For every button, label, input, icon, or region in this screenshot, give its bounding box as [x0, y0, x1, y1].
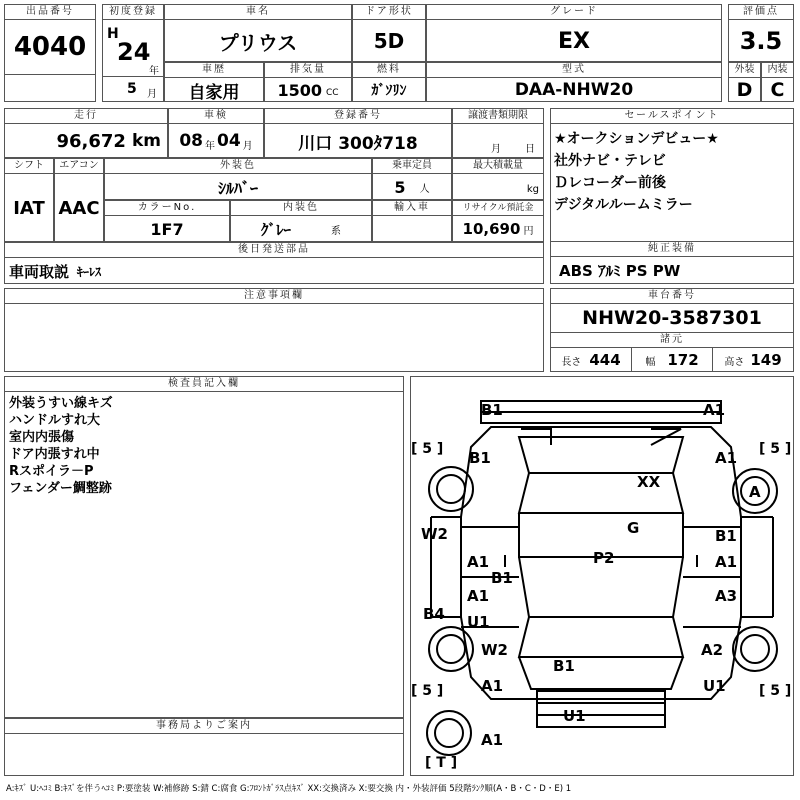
int-color-label: 内装色 — [231, 201, 371, 216]
transfer-month-unit: 月 — [491, 144, 501, 155]
mark-tire-fr: A — [749, 483, 761, 501]
month-unit: 月 — [147, 89, 157, 100]
mileage-label: 走行 — [5, 109, 167, 124]
mark-rear-door-left-a: A1 — [467, 587, 490, 605]
mark-rear-fender-right: A2 — [701, 641, 724, 659]
shift-box — [4, 158, 54, 242]
genuine-equipment: ABS ｱﾙﾐ PS PW — [559, 261, 681, 280]
inspector-label: 検査員記入欄 — [5, 377, 403, 392]
later-parts-value: ｷｰﾚｽ — [77, 264, 102, 279]
color-no: 1F7 — [150, 219, 184, 239]
score: 3.5 — [739, 27, 783, 55]
inspector-note: Rスポイラ－P — [9, 464, 94, 479]
score-label: 評価点 — [729, 5, 793, 20]
length: 444 — [589, 351, 621, 369]
ext-color-box — [104, 158, 372, 200]
damage-diagram — [410, 376, 794, 776]
interior-label: 内装 — [762, 63, 793, 78]
chassis-no: NHW20-3587301 — [551, 304, 793, 333]
capacity-unit: 人 — [419, 183, 430, 195]
dims-label: 諸元 — [551, 333, 793, 348]
mark-spare: A1 — [481, 731, 504, 749]
registration-box — [264, 108, 452, 158]
interior-grade: C — [770, 79, 785, 101]
displacement-box — [264, 62, 352, 102]
aircon-box — [54, 158, 104, 242]
mark-front-left: B1 — [481, 401, 503, 419]
inspector-note: 外装うすい線キズ — [9, 396, 113, 411]
length-label: 長さ — [561, 356, 582, 368]
recycle-label: リサイクル預託金 — [453, 201, 543, 216]
lot-number-box — [4, 4, 96, 102]
car-name-label: 車名 — [165, 5, 351, 20]
inspection-box — [168, 108, 264, 158]
int-color-unit: 系 — [331, 225, 341, 237]
fuel: ｶﾞｿﾘﾝ — [371, 83, 407, 99]
first-reg-label: 初度登録 — [103, 5, 163, 20]
mark-front-door-left-a: A1 — [467, 553, 490, 571]
capacity: 5 — [394, 177, 406, 197]
grade: EX — [558, 28, 590, 54]
mark-front-door-left-w: W2 — [421, 525, 448, 543]
mileage-unit: km — [131, 131, 161, 151]
grade-label: グレード — [427, 5, 721, 20]
first-registration-box — [102, 4, 164, 102]
first-reg-month: 5 — [127, 81, 137, 97]
import-label: 輸入車 — [373, 201, 451, 216]
mark-front-right: A1 — [703, 401, 726, 419]
import-box — [372, 200, 452, 242]
office-label: 事務局よりご案内 — [5, 719, 403, 734]
history-label: 車歴 — [165, 63, 263, 78]
tire-depth-fl-value: 5 — [422, 441, 433, 457]
mark-glass: G — [627, 519, 640, 537]
tire-depth-fl: [ 5 ] — [411, 441, 444, 457]
score-box — [728, 4, 794, 62]
year-unit: 年 — [149, 66, 159, 77]
displacement-label: 排気量 — [265, 63, 351, 78]
mark-center: P2 — [593, 549, 615, 567]
sales-point-item: ★オークションデビュー★ — [554, 131, 719, 147]
inspector-note: ドア内張すれ中 — [9, 447, 100, 462]
mark-rear-left: A1 — [481, 677, 504, 695]
sales-point-item: 社外ナビ・テレビ — [554, 153, 666, 169]
inspector-notes-box — [4, 376, 404, 718]
car-name-box — [164, 4, 352, 62]
spare-tire-value: T — [436, 755, 446, 771]
genuine-label: 純正装備 — [551, 242, 793, 257]
mark-front-door-right-b: B1 — [715, 527, 737, 545]
mark-front-door-right-a: A1 — [715, 553, 738, 571]
mark-rear-door-right: A3 — [715, 587, 738, 605]
history-box — [164, 62, 264, 102]
exterior-label: 外装 — [729, 63, 760, 78]
chassis-box — [550, 288, 794, 372]
transfer-label: 譲渡書類期限 — [453, 109, 543, 124]
displacement-unit: CC — [325, 88, 339, 98]
width-label: 幅 — [645, 356, 656, 368]
mark-rear-right: U1 — [703, 677, 726, 695]
mark-roof: XX — [637, 473, 661, 491]
recycle-fee: 10,690 — [462, 220, 521, 238]
fuel-box — [352, 62, 426, 102]
later-parts-label: 後日発送部品 — [5, 243, 543, 258]
color-no-label: カラーNo. — [105, 201, 229, 216]
grade-box — [426, 4, 722, 62]
inspection-month-unit: 月 — [242, 140, 253, 152]
office-notice-box — [4, 718, 404, 776]
ext-color: ｼﾙﾊﾞｰ — [217, 178, 258, 198]
inspection-month: 04 — [217, 131, 241, 151]
mark-rear-fender-left: W2 — [481, 641, 508, 659]
door-box — [352, 4, 426, 62]
max-load-label: 最大積載量 — [453, 159, 543, 174]
mark-bumper-rear: U1 — [563, 707, 586, 725]
width: 172 — [667, 351, 699, 369]
mileage-box — [4, 108, 168, 158]
era: H — [107, 26, 119, 42]
mileage: 96,672 — [56, 130, 126, 152]
sales-point-box — [550, 108, 794, 284]
displacement: 1500 — [277, 80, 322, 100]
mark-trunk: B1 — [553, 657, 575, 675]
exterior-grade: D — [736, 79, 753, 101]
legend: A:ｷｽﾞ U:ﾍｺﾐ B:ｷｽﾞを伴うﾍｺﾐ P:要塗装 W:補修跡 S:錆 C:腐食 G:ﾌﾛﾝﾄｶﾞﾗｽ点ｷｽﾞ XX:交換済み X:要交換 内・外装評価 5段階ﾗﾝｸ順(A・B・C・D・E) 1 — [6, 784, 572, 794]
car-outline-diagram — [411, 377, 793, 775]
sales-point-item: Ｄレコーダー前後 — [554, 175, 666, 191]
int-color-box — [230, 200, 372, 242]
mark-fender-right: A1 — [715, 449, 738, 467]
aircon: AAC — [58, 197, 100, 219]
later-parts-prefix: 車両取説 — [9, 262, 70, 281]
inspector-note: ハンドルすれ大 — [9, 413, 101, 428]
color-no-box — [104, 200, 230, 242]
inspector-note: 室内内張傷 — [9, 430, 75, 445]
chassis-label: 車台番号 — [551, 289, 793, 304]
mark-pillar: B1 — [491, 569, 513, 587]
inspection-year: 08 — [179, 131, 203, 151]
inspector-note: フェンダー鯛整跡 — [9, 481, 112, 496]
history: 自家用 — [188, 82, 240, 103]
shift-label: シフト — [5, 159, 53, 174]
height: 149 — [750, 351, 782, 369]
later-parts-box — [4, 242, 544, 284]
lot-number: 4040 — [13, 32, 87, 62]
first-reg-year: 24 — [117, 38, 151, 66]
mark-fender-left: B1 — [469, 449, 491, 467]
mark-rear-door-left-u: U1 — [467, 613, 490, 631]
tire-depth-fr: [ 5 ] — [759, 441, 792, 457]
tire-depth-rl-value: 5 — [422, 683, 433, 699]
capacity-label: 乗車定員 — [373, 159, 451, 174]
door-label: ドア形状 — [353, 5, 425, 20]
fuel-label: 燃料 — [353, 63, 425, 78]
model-code: DAA-NHW20 — [514, 80, 634, 100]
transfer-box — [452, 108, 544, 158]
inspection-year-unit: 年 — [205, 140, 215, 152]
max-load-box — [452, 158, 544, 200]
shift: IAT — [13, 197, 45, 219]
tire-depth-rr-value: 5 — [770, 683, 781, 699]
model-box — [426, 62, 722, 102]
sales-point-item: デジタルルームミラー — [554, 197, 693, 213]
sales-point-label: セールスポイント — [551, 109, 793, 124]
reg-no-label: 登録番号 — [265, 109, 451, 124]
max-load-unit: kg — [526, 184, 539, 195]
car-name: プリウス — [218, 30, 298, 55]
ext-color-label: 外装色 — [105, 159, 371, 174]
mark-sill: B4 — [423, 605, 445, 623]
spare-tire-depth: [ T ] — [425, 755, 458, 771]
recycle-box — [452, 200, 544, 242]
tire-depth-rl: [ 5 ] — [411, 683, 444, 699]
tire-depth-rr: [ 5 ] — [759, 683, 792, 699]
reg-no: 川口 300ﾀ718 — [298, 133, 418, 154]
cautions-label: 注意事項欄 — [5, 289, 543, 304]
lot-number-label: 出品番号 — [5, 5, 95, 20]
exterior-grade-box — [728, 62, 761, 102]
height-label: 高さ — [724, 356, 745, 368]
transfer-day-unit: 日 — [525, 144, 535, 155]
interior-grade-box — [761, 62, 794, 102]
capacity-box — [372, 158, 452, 200]
tire-depth-fr-value: 5 — [770, 441, 781, 457]
cautions-box — [4, 288, 544, 372]
recycle-unit: 円 — [523, 225, 534, 237]
door-type: 5D — [373, 29, 405, 53]
model-label: 型式 — [427, 63, 721, 78]
aircon-label: エアコン — [55, 159, 103, 174]
inspection-label: 車検 — [169, 109, 263, 124]
int-color: ｸﾞﾚｰ — [260, 220, 291, 239]
